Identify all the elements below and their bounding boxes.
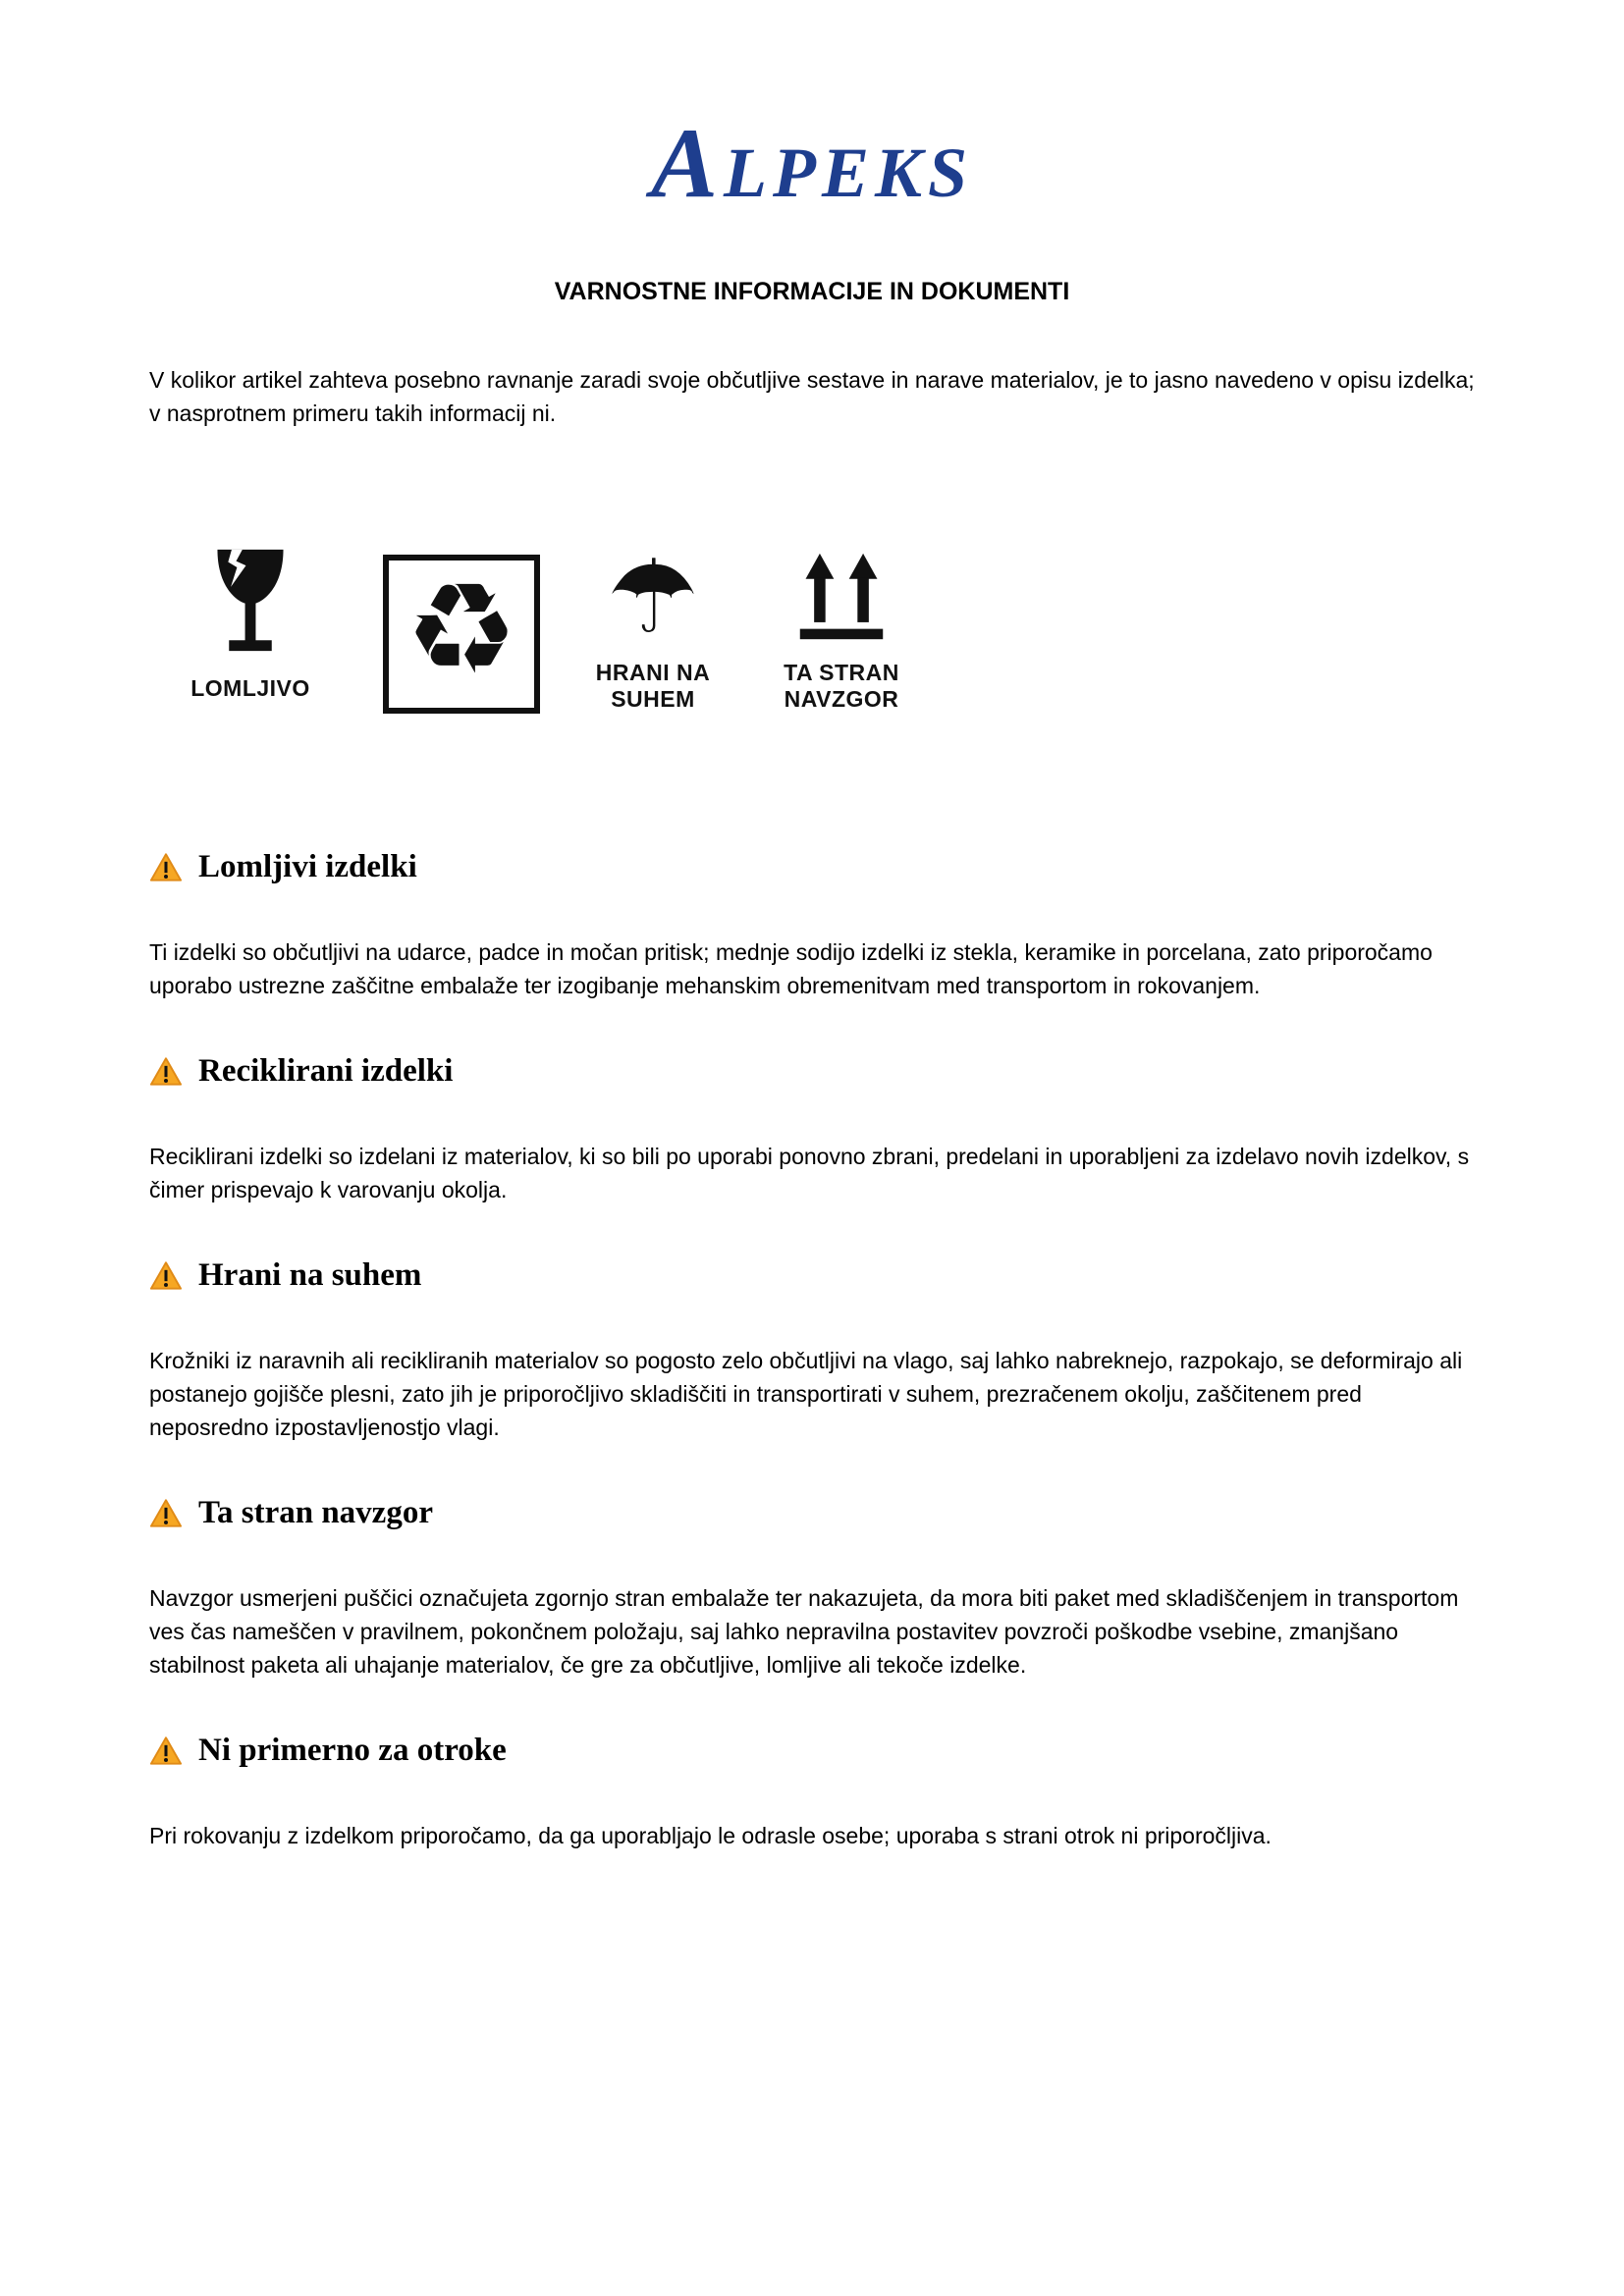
intro-paragraph: V kolikor artikel zahteva posebno ravnanje zaradi svoje občutljive sestave in narave materialov, je to jasno navedeno v opisu izdelka; v nasprotnem primeru takih informacij ni. <box>149 367 1475 426</box>
this-side-up-icon <box>794 548 889 646</box>
section-heading <box>149 1255 1477 1295</box>
section-not-for-children <box>149 1731 1477 1852</box>
recycle-symbol <box>383 555 540 714</box>
keep-dry-symbol-label: HRANI NA SUHEM <box>595 660 711 712</box>
document-content <box>149 363 1477 1852</box>
this-side-up-symbol-label: TA STRAN NAVZGOR <box>784 660 899 712</box>
section-title: Reciklirani izdelki <box>198 1053 454 1089</box>
section-body: Ti izdelki so občutljivi na udarce, padce in močan pritisk; mednje sodijo izdelki iz stekla, keramike in porcelana, zato priporočamo uporabo ustrezne zaščitne embalaže ter izogibanje mehanskim obremenitvam med transportom in rokovanjem. <box>149 939 1433 998</box>
warning-icon <box>149 852 183 882</box>
section-heading <box>149 847 1477 886</box>
this-side-up-symbol <box>768 548 915 713</box>
section-heading <box>149 1051 1477 1091</box>
fragile-symbol-label: LOMLJIVO <box>190 675 310 701</box>
section-recycled-products <box>149 1051 1477 1206</box>
page-title: VARNOSTNE INFORMACIJE IN DOKUMENTI <box>554 278 1070 305</box>
umbrella-icon: ☂ <box>607 537 699 657</box>
fragile-glass-icon <box>205 548 296 662</box>
section-body: Krožniki iz naravnih ali recikliranih materialov so pogosto zelo občutljivi na vlago, saj lahko nabreknejo, razpokajo, se deformirajo ali postanejo gojišče plesni, zato jih je priporočljivo skladiščiti in transportirati v suhem, prezračenem okolju, zaščitenem pred neposredno izpostavljenostjo vlagi. <box>149 1348 1463 1440</box>
section-fragile-products <box>149 847 1477 1002</box>
warning-icon <box>149 1498 183 1528</box>
company-logo: ALPEKS <box>650 108 974 219</box>
warning-icon <box>149 1735 183 1766</box>
section-body: Navzgor usmerjeni puščici označujeta zgornjo stran embalaže ter nakazujeta, da mora biti paket med skladiščenjem in transportom ves čas nameščen v pravilnem, pokončnem položaju, saj lahko nepravilna postavitev povzroči poškodbe vsebine, zmanjšano stabilnost paketa ali uhajanje materialov, če gre za občutljive, lomljive ali tekoče izdelke. <box>149 1585 1459 1678</box>
section-title: Lomljivi izdelki <box>198 849 417 884</box>
section-keep-dry <box>149 1255 1477 1444</box>
section-this-side-up <box>149 1493 1477 1682</box>
section-heading <box>149 1731 1477 1770</box>
keep-dry-symbol <box>579 537 727 713</box>
section-heading <box>149 1493 1477 1532</box>
warning-icon <box>149 1260 183 1291</box>
recycle-icon: ♻ <box>405 557 518 703</box>
packaging-symbols-row <box>177 537 1477 714</box>
fragile-symbol <box>177 548 324 702</box>
section-body: Reciklirani izdelki so izdelani iz materialov, ki so bili po uporabi ponovno zbrani, predelani in uporabljeni za izdelavo novih izdelkov, s čimer prispevajo k varovanju okolja. <box>149 1144 1470 1202</box>
recycle-symbol-frame <box>383 555 540 714</box>
warning-icon <box>149 1056 183 1087</box>
section-body: Pri rokovanju z izdelkom priporočamo, da ga uporabljajo le odrasle osebe; uporaba s strani otrok ni priporočljiva. <box>149 1823 1272 1848</box>
section-title: Hrani na suhem <box>198 1257 422 1293</box>
section-title: Ta stran navzgor <box>198 1495 433 1530</box>
section-title: Ni primerno za otroke <box>198 1733 507 1768</box>
